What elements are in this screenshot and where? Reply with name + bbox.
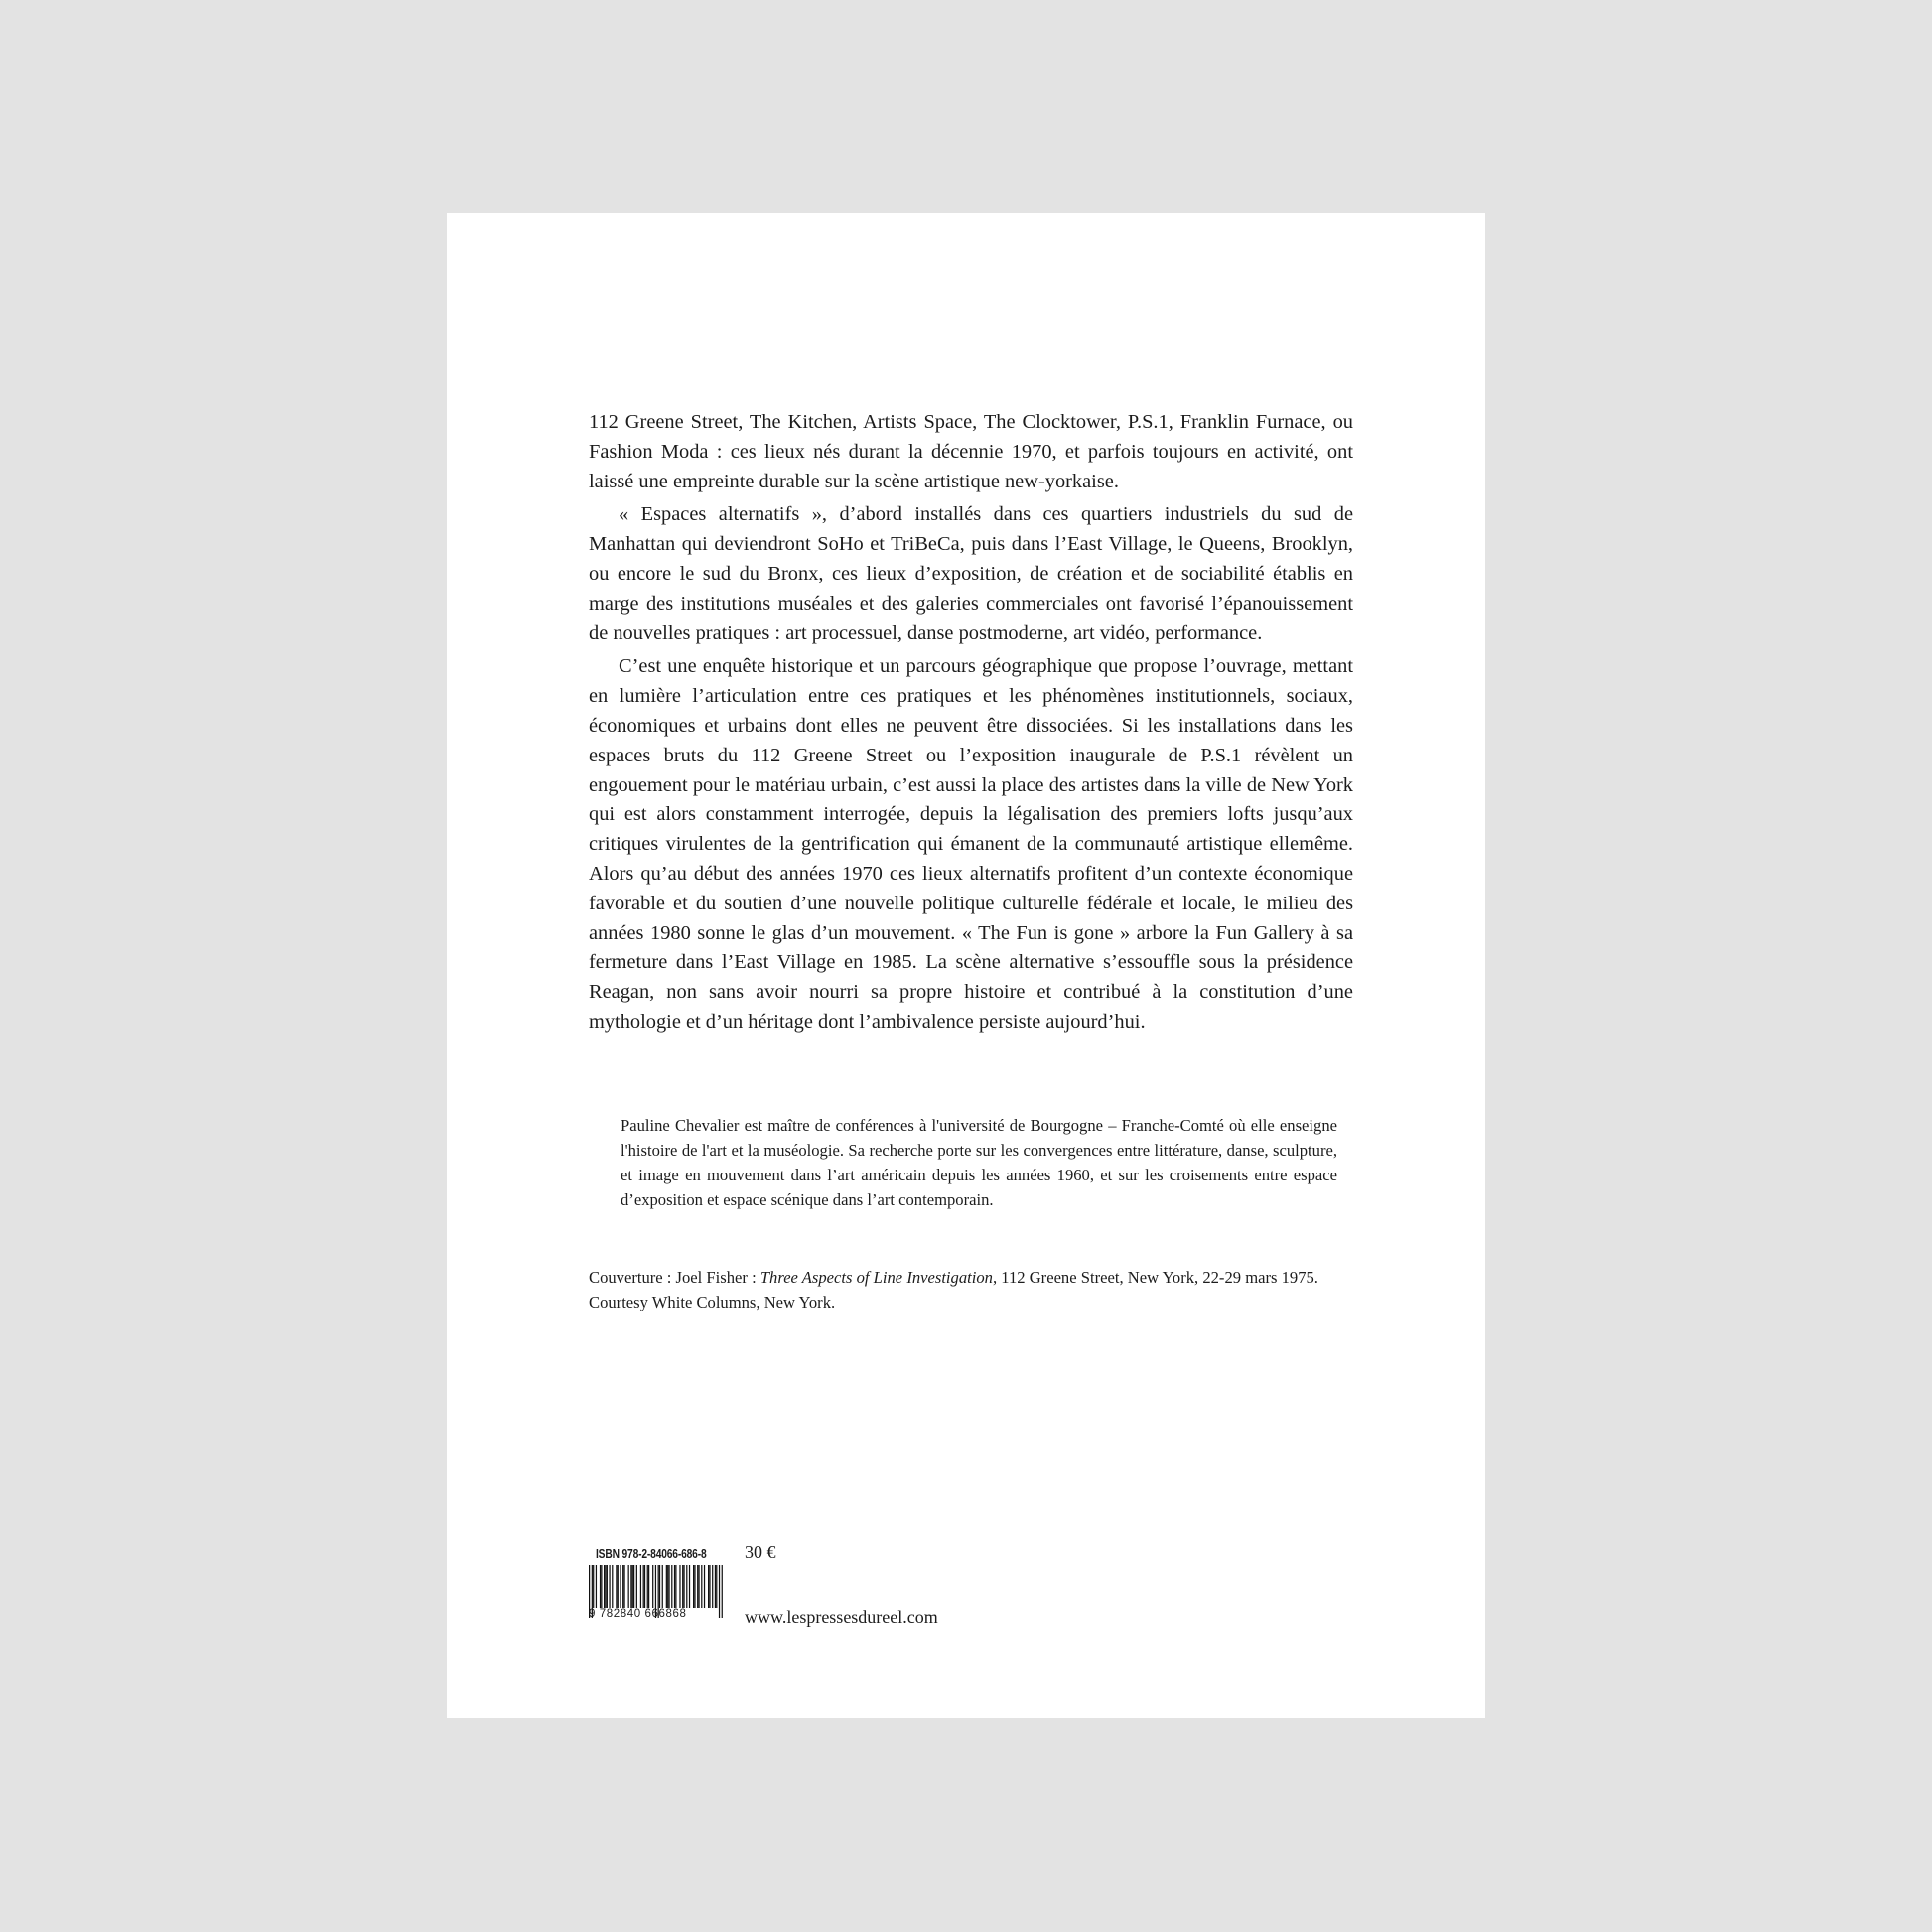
barcode-bar: [716, 1565, 717, 1608]
barcode-bar: [667, 1565, 668, 1608]
barcode-bar: [668, 1565, 669, 1608]
barcode-bar: [647, 1565, 648, 1608]
barcode-bar: [715, 1565, 716, 1608]
blurb-paragraph-1: 112 Greene Street, The Kitchen, Artists Space, The Clocktower, P.S.1, Franklin Furnace, ou Fashion Moda : ces lieux nés durant la décennie 1970, et parfois toujours en activité, ont laissé une empreinte durable sur la scène artistique new-yorkaise.: [589, 411, 1353, 492]
barcode-bar: [689, 1565, 690, 1608]
cover-credit-details: , 112 Greene Street, New York, 22-29 mars 1975.: [992, 1268, 1318, 1287]
barcode-bar: [596, 1565, 597, 1608]
barcode-bar: [659, 1565, 660, 1608]
cover-credit-courtesy: Courtesy White Columns, New York.: [589, 1293, 836, 1311]
barcode-bar: [620, 1565, 621, 1608]
barcode-bar: [709, 1565, 710, 1608]
barcode-bar: [666, 1565, 667, 1608]
barcode-bar: [600, 1565, 601, 1608]
cover-credit-work-title: Three Aspects of Line Investigation: [759, 1268, 993, 1287]
barcode-bar: [628, 1565, 629, 1608]
cover-credit-prefix: Couverture : Joel Fisher :: [589, 1268, 760, 1287]
barcode-bar: [633, 1565, 634, 1608]
author-bio-text: Pauline Chevalier est maître de conférences à l'université de Bourgogne – Franche-Comté où elle enseigne l'histoire de l'art et la muséologie. Sa recherche porte sur les convergences entre littérature, danse, sculpture, et image en mouvement dans l’art américain depuis les années 1960, et sur les croisements entre espace d’exposition et espace scénique dans l’art contemporain.: [621, 1116, 1337, 1209]
barcode-bar: [683, 1565, 684, 1608]
blurb: [589, 408, 1353, 1041]
barcode-bar: [697, 1565, 698, 1608]
barcode-bar: [623, 1565, 624, 1608]
barcode-bar: [708, 1565, 709, 1608]
barcode-number: 9 782840 666868: [589, 1608, 687, 1620]
cover-credit: [589, 1265, 1373, 1314]
barcode-bar: [675, 1565, 676, 1608]
barcode-bar: [698, 1565, 699, 1608]
barcode-bar: [701, 1565, 702, 1608]
barcode-bar: [644, 1565, 645, 1608]
barcode-bar: [671, 1565, 672, 1608]
barcode-bar: [636, 1565, 637, 1608]
barcode-bar: [648, 1565, 649, 1608]
barcode-bar: [704, 1565, 705, 1608]
cover-credit-line: [589, 1265, 1373, 1290]
blurb-paragraph-3: C’est une enquête historique et un parcours géographique que propose l’ouvrage, mettant en lumière l’articulation entre ces pratiques et les phénomènes institutionnels, sociaux, économiques et urbains dont elles ne peuvent être dissociées. Si les installations dans les espaces bruts du 112 Greene Street ou l’exposition inaugurale de P.S.1 révèlent un engouement pour le matériau urbain, c’est aussi la place des artistes dans la ville de New York qui est alors constamment interrogée, depuis la légalisation des premiers lofts jusqu’aux critiques virulentes de la gentrification qui émanent de la communauté artistique ellemême. Alors qu’au début des années 1970 ces lieux alternatifs profitent d’un contexte économique favorable et du soutien d’une nouvelle politique culturelle fédérale et locale, le milieu des années 1980 sonne le glas d’un mouvement. « The Fun is gone » arbore la Fun Gallery à sa fermeture dans l’East Village en 1985. La scène alternative s’essouffle sous la présidence Reagan, non sans avoir nourri sa propre histoire et contribué à la constitution d’une mythologie et d’un héritage dont l’ambivalence persiste aujourd’hui.: [589, 655, 1353, 1033]
blurb-paragraph-2: « Espaces alternatifs », d’abord installés dans ces quartiers industriels du sud de Manhattan qui deviendront SoHo et TriBeCa, puis dans l’East Village, le Queens, Brooklyn, ou encore le sud du Bronx, ces lieux d’exposition, de création et de sociabilité établis en marge des institutions muséales et des galeries commerciales ont favorisé l’épanouissement de nouvelles pratiques : art processuel, danse postmoderne, art vidéo, performance.: [589, 503, 1353, 644]
barcode-bar: [640, 1565, 641, 1608]
barcode-bar: [632, 1565, 633, 1608]
author-bio: [621, 1113, 1337, 1212]
barcode-bar: [679, 1565, 680, 1608]
barcode-bar: [643, 1565, 644, 1608]
barcode-bar: [607, 1565, 608, 1608]
barcode-bar: [712, 1565, 713, 1608]
website-link[interactable]: www.lespressesdureel.com: [745, 1607, 938, 1627]
barcode-bar: [612, 1565, 613, 1608]
barcode-bar: [609, 1565, 610, 1608]
barcode-bar: [618, 1565, 619, 1608]
barcode-bar: [630, 1565, 631, 1608]
barcode-bar: [662, 1565, 663, 1608]
barcode-bar: [652, 1565, 653, 1608]
barcode-bar: [601, 1565, 602, 1608]
barcode-bar: [693, 1565, 694, 1608]
barcode-bar: [616, 1565, 617, 1608]
barcode-bar: [593, 1565, 594, 1608]
barcode-bar: [682, 1565, 683, 1608]
barcode-bar: [686, 1565, 687, 1608]
barcode-bar: [622, 1565, 623, 1608]
price: 30 €: [745, 1542, 776, 1562]
barcode-bar: [674, 1565, 675, 1608]
barcode-bar: [604, 1565, 605, 1608]
back-cover-page: [447, 213, 1485, 1718]
barcode-bar: [694, 1565, 695, 1608]
barcode-bar: [605, 1565, 606, 1608]
isbn-label: ISBN 978-2-84066-686-8: [596, 1547, 707, 1561]
